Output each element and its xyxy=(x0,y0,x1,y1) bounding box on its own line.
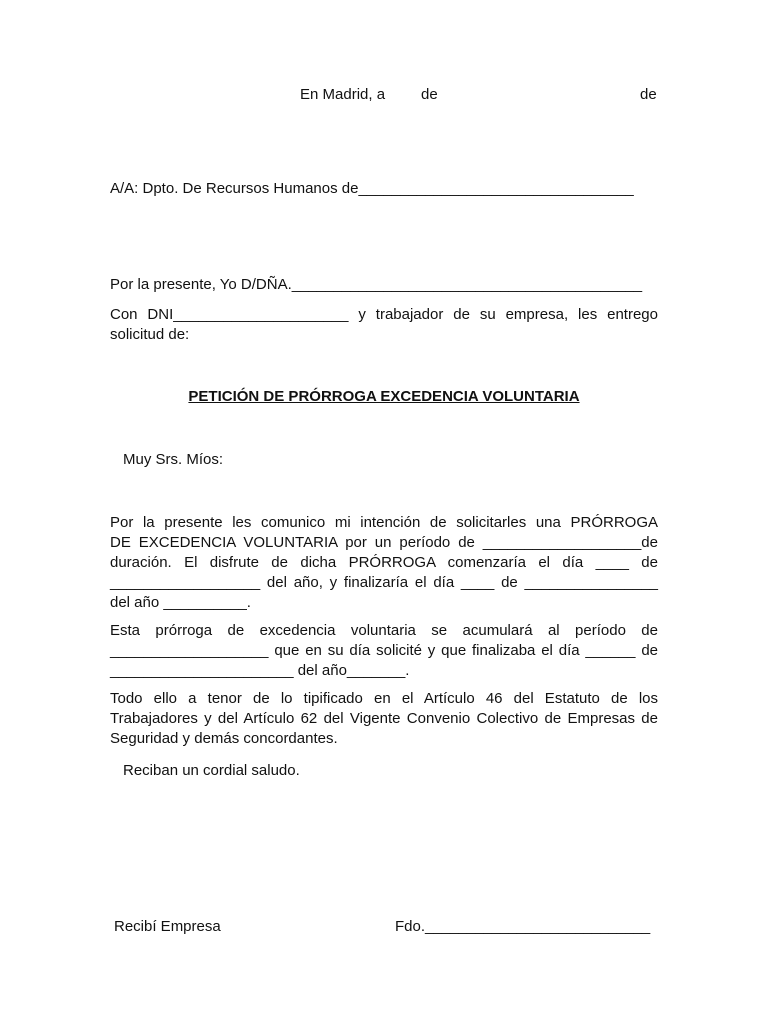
paragraph-line: Trabajadores y del Artículo 62 del Vigente Convenio Colectivo de Empresas de xyxy=(110,710,658,727)
paragraph-line: ___________________ que en su día solicité y que finalizaba el día ______ de xyxy=(110,642,658,659)
paragraph-line: del año __________. xyxy=(110,594,251,611)
closing-salutation: Reciban un cordial saludo. xyxy=(123,762,300,779)
body-paragraph-3 xyxy=(110,689,658,749)
paragraph-line: Por la presente les comunico mi intención de solicitarles una PRÓRROGA xyxy=(110,514,658,531)
greeting: Muy Srs. Míos: xyxy=(123,451,224,468)
paragraph-line: duración. El disfrute de dicha PRÓRROGA comenzaría el día ____ de xyxy=(110,554,658,571)
paragraph-line: ______________________ del año_______. xyxy=(110,662,410,679)
applicant-dni-line: Con DNI_____________________ y trabajador de su empresa, les entrego xyxy=(110,306,658,323)
date-de-2: de xyxy=(640,86,657,103)
body-paragraph-1 xyxy=(110,513,658,613)
applicant-dni-block xyxy=(110,305,658,345)
received-company-label: Recibí Empresa xyxy=(114,918,221,935)
paragraph-line: Seguridad y demás concordantes. xyxy=(110,730,338,747)
paragraph-line: Esta prórroga de excedencia voluntaria se acumulará al período de xyxy=(110,622,658,639)
recipient-line: A/A: Dpto. De Recursos Humanos de_________________________________ xyxy=(110,180,634,197)
signature-line: Fdo.___________________________ xyxy=(395,918,651,935)
applicant-request-line: solicitud de: xyxy=(110,326,190,343)
date-de-1: de xyxy=(421,86,438,103)
document-title: PETICIÓN DE PRÓRROGA EXCEDENCIA VOLUNTARIA xyxy=(188,388,580,405)
applicant-name-line: Por la presente, Yo D/DÑA.__________________________________________ xyxy=(110,276,643,293)
paragraph-line: __________________ del año, y finalizaría el día ____ de ________________ xyxy=(110,574,658,591)
date-city-text: En Madrid, a xyxy=(300,86,386,103)
paragraph-line: DE EXCEDENCIA VOLUNTARIA por un período de ___________________de xyxy=(110,534,658,551)
body-paragraph-2 xyxy=(110,621,658,681)
paragraph-line: Todo ello a tenor de lo tipificado en el Artículo 46 del Estatuto de los xyxy=(110,690,658,707)
